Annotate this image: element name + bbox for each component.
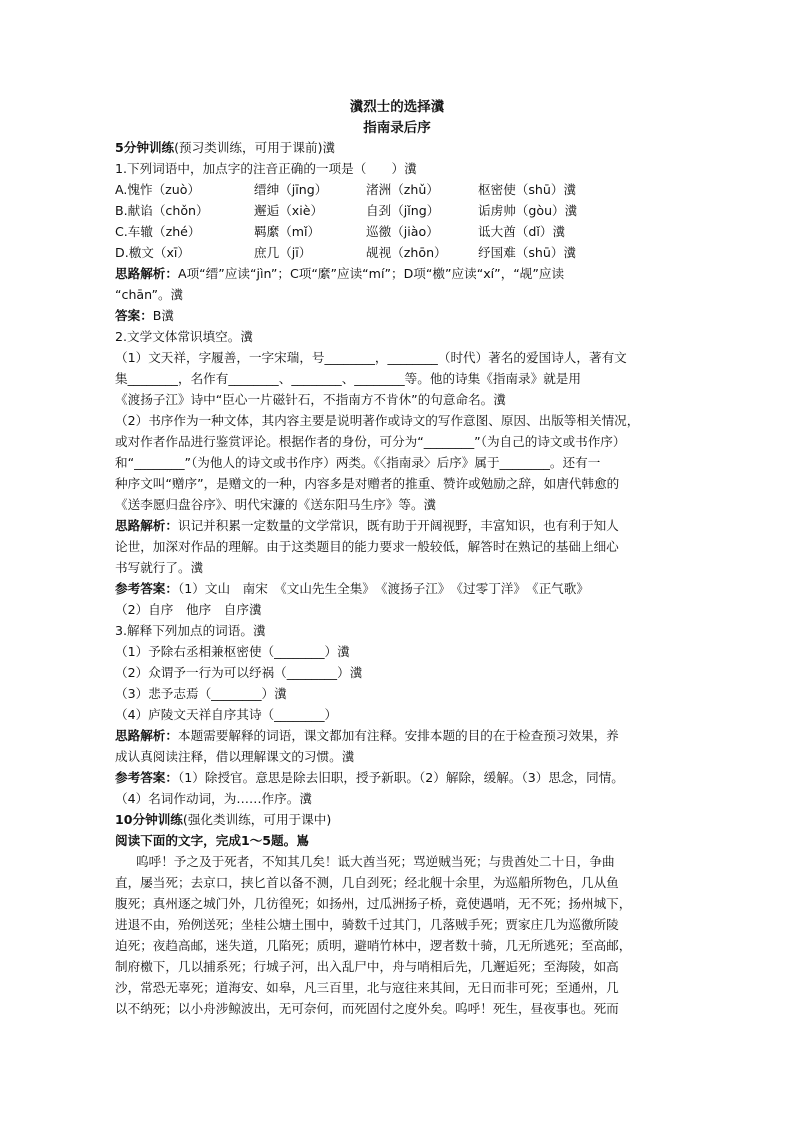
q3-reference-answer-line2: （4）名词作动词，为……作序。瀵	[115, 791, 312, 806]
q3-stem: 3.解释下列加点的词语。瀵	[115, 623, 266, 638]
q2-part2-line1: （2）书序作为一种文体，其内容主要是说明著作或诗文的写作意图、原因、出版等相关情况，	[115, 413, 640, 428]
q3-analysis-line2: 成认真阅读注释，借以理解课文的习惯。瀵	[115, 749, 355, 764]
q1-option-cell: C.车辙（zhé）	[115, 224, 201, 239]
q2-part2-line5: 《送李愿归盘谷序》、明代宋濂的《送东阳马生序》等。瀵	[115, 497, 437, 512]
q3-item: （3）悲予志焉（________）瀵	[115, 686, 287, 701]
q1-analysis-text: A项“缙”应读“jìn”；C项“縻”应读“mí”；D项“檄”应读“xí”，“觇”应读	[177, 266, 565, 281]
section-2-note: (强化类训练，可用于课中)	[182, 812, 332, 827]
q2-ref-text: （1）文山 南宋 《文山先生全集》 《渡扬子江》 《过零丁洋》 《正气歌》	[177, 581, 589, 596]
q1-option-cell: 自刭（jǐng）	[366, 203, 440, 218]
q2-reference-answer	[115, 579, 685, 599]
passage-line: 直，屡当死；去京口，挟匕首以备不测，几自刭死；经北舰十余里，为巡船所物色，几从鱼	[115, 875, 619, 890]
q2-part1-line2: 集________，名作有________、________、________等。他的诗集《指南录》就是用	[115, 371, 581, 386]
document-title: 瀵烈士的选择瀵	[349, 99, 445, 115]
q2-stem: 2.文学文体常识填空。瀵	[115, 329, 253, 344]
passage-line: 腹死；真州逐之城门外，几彷徨死；如扬州，过瓜洲扬子桥，竟使遇哨，无不死；扬州城下，	[115, 896, 632, 911]
q2-part2-line2: 或对作者作品进行鉴赏评论。根据作者的身份，可分为“________”（为自己的诗文或书作序）	[115, 434, 626, 449]
q2-reference-answer-line2: （2）自序 他序 自序瀵	[115, 602, 262, 617]
q3-analysis-text: 本题需要解释的词语，课文都加有注释。安排本题的目的在于检查预习效果，养	[177, 728, 619, 743]
document-subtitle: 指南录后序	[363, 120, 431, 136]
passage-line: 沙，常恐无辜死；道海安、如皋，凡三百里，北与寇往来其间，无日而非可死；至通州，几	[115, 980, 619, 995]
q1-option-cell: 巡徼（jiào）	[366, 224, 439, 239]
q3-item: （1）予除右丞相兼枢密使（________）瀵	[115, 644, 350, 659]
q2-analysis-line3: 书写就行了。瀵	[115, 560, 204, 575]
q3-ref-text: （1）除授官。意思是除去旧职，授予新职。（2）解除，缓解。（3）思念，同情。	[177, 770, 624, 785]
q1-option-cell: 觇视（zhōn）	[366, 245, 447, 260]
q1-option-cell: 邂逅（xiè）	[254, 203, 324, 218]
q1-analysis-cont: “chān”。瀵	[115, 287, 184, 302]
section-2-label: 10分钟训练	[115, 812, 183, 827]
q1-option-cell: 枢密使（shū）瀵	[478, 182, 577, 197]
q3-item: （2）众谓予一行为可以纾祸（________）瀵	[115, 665, 363, 680]
q1-analysis	[115, 264, 685, 284]
passage-line: 制府檄下，几以捕系死；行城子河，出入乱尸中，舟与哨相后先，几邂逅死；至海陵，如高	[115, 959, 619, 974]
q1-option-cell: B.献谄（chǒn）	[115, 203, 209, 218]
passage-line: 进退不由，殆例送死；坐桂公塘土围中，骑数千过其门，几落贼手死；贾家庄几为巡徼所陵	[115, 917, 619, 932]
q2-analysis-text: 识记并积累一定数量的文学常识，既有助于开阔视野，丰富知识，也有利于知人	[177, 518, 619, 533]
q1-option-cell: 渚洲（zhǔ）	[366, 182, 439, 197]
q3-ref-label: 参考答案：	[115, 770, 178, 785]
q1-option-cell: A.愧怍（zuò）	[115, 182, 201, 197]
q1-answer	[115, 306, 685, 326]
q1-analysis-label: 思路解析：	[115, 266, 178, 281]
section-1-note: (预习类训练，可用于课前)瀵	[174, 140, 336, 155]
q2-analysis-label: 思路解析：	[115, 518, 178, 533]
q1-option-cell: 缙绅（jīng）	[254, 182, 328, 197]
q1-option-cell: 羁縻（mǐ）	[254, 224, 321, 239]
q2-analysis	[115, 516, 685, 536]
passage-line: 迫死；夜趋高邮，迷失道，几陷死；质明，避哨竹林中，逻者数十骑，几无所逃死；至高邮，	[115, 938, 632, 953]
q3-reference-answer	[115, 768, 685, 788]
section-2-heading	[115, 810, 685, 830]
reading-instruction: 阅读下面的文字，完成1～5题。嶌	[115, 833, 309, 848]
q1-answer-label: 答案：	[115, 308, 153, 323]
q1-option-cell: 诟虏帅（gòu）瀵	[478, 203, 578, 218]
q2-analysis-line2: 论世，加深对作品的理解。由于这类题目的能力要求一般较低，解答时在熟记的基础上细心	[115, 539, 619, 554]
q2-part1-line1: （1）文天祥，字履善，一字宋瑞，号________，________（时代）著名的爱国诗人，著有文	[115, 350, 627, 365]
q3-analysis	[115, 726, 685, 746]
section-1-heading	[115, 138, 685, 158]
section-1-label: 5分钟训练	[115, 140, 175, 155]
q1-option-cell: 庶几（jī）	[254, 245, 312, 260]
q2-part2-line4: 种序文叫“赠序”，是赠文的一种，内容多是对赠者的推重、赞许或勉励之辞，如唐代韩愈的	[115, 476, 620, 491]
passage-line: 呜呼！予之及于死者，不知其几矣！诋大酋当死；骂逆贼当死；与贵酋处二十日，争曲	[136, 854, 615, 869]
q1-option-cell: D.檄文（xī）	[115, 245, 191, 260]
q1-option-cell: 诋大酋（dǐ）瀵	[478, 224, 566, 239]
q1-answer-text: B瀵	[152, 308, 175, 323]
passage-line: 以不纳死；以小舟涉鲸波出，无可奈何，而死固付之度外矣。呜呼！死生，昼夜事也。死而	[115, 1001, 619, 1016]
q2-ref-label: 参考答案：	[115, 581, 178, 596]
q1-option-cell: 纾国难（shū）瀵	[478, 245, 577, 260]
q3-item: （4）庐陵文天祥自序其诗（________）	[115, 707, 338, 722]
q2-part1-line3: 《渡扬子江》诗中“臣心一片磁针石，不指南方不肯休”的句意命名。瀵	[115, 392, 506, 407]
q2-part2-line3: 和“________”（为他人的诗文或书作序）两类。《〈指南录〉后序》属于________。还有一	[115, 455, 601, 470]
q1-stem: 1.下列词语中，加点字的注音正确的一项是（ ）瀵	[115, 161, 417, 176]
q3-analysis-label: 思路解析：	[115, 728, 178, 743]
